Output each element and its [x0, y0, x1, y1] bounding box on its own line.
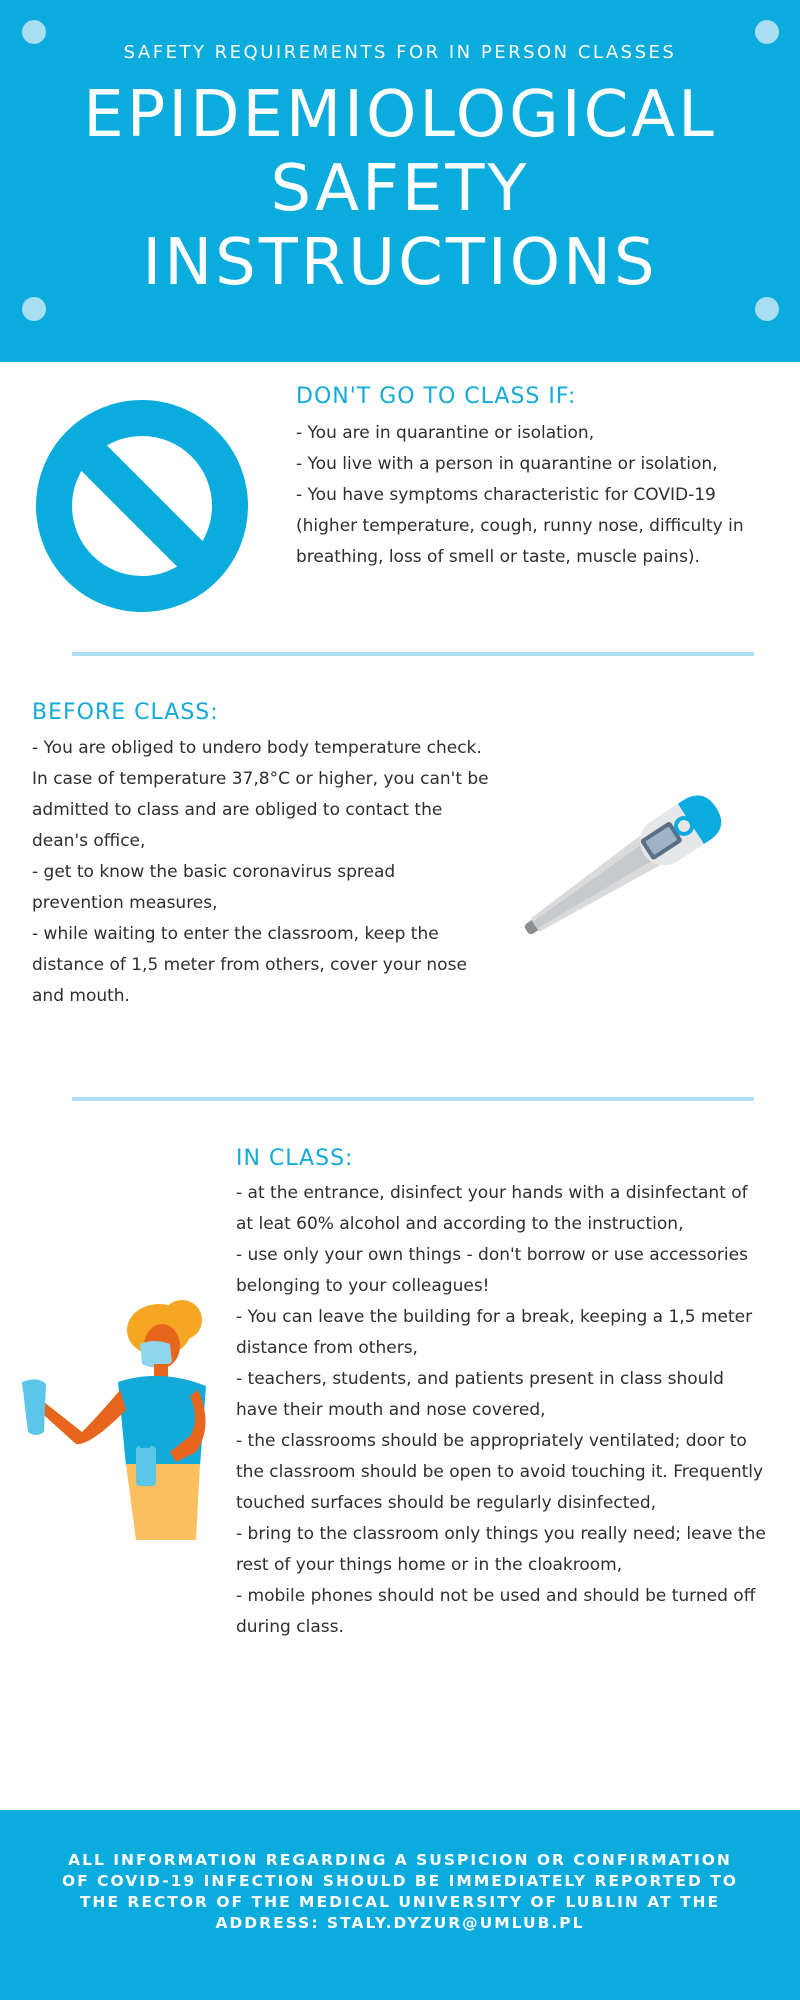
page-title: [0, 78, 800, 300]
list-item: - You have symptoms characteristic for COVID-19 (higher temperature, cough, runny nose, difficulty in breathing, loss of smell or taste, muscle pains).: [296, 485, 744, 567]
list-item: - teachers, students, and patients present in class should have their mouth and nose covered,: [236, 1369, 724, 1420]
decorative-dot-icon: [22, 297, 46, 321]
header-banner: [0, 0, 800, 362]
decorative-dot-icon: [755, 297, 779, 321]
person-disinfecting-icon: [14, 1286, 214, 1540]
section-divider: [72, 652, 754, 656]
title-line: SAFETY: [270, 152, 530, 226]
list-item: - You are obliged to undero body temperature check. In case of temperature 37,8°C or higher, you can't be admitted to class and are obliged to contact the dean's office,: [32, 738, 489, 851]
list-item: - at the entrance, disinfect your hands with a disinfectant of at leat 60% alcohol and according to the instruction,: [236, 1183, 748, 1234]
section-heading-in-class: IN CLASS:: [236, 1146, 354, 1171]
dont-go-list: [296, 418, 766, 573]
footer-banner: [0, 1810, 800, 2000]
list-item: - while waiting to enter the classroom, keep the distance of 1,5 meter from others, cover your nose and mouth.: [32, 924, 467, 1006]
list-item: - use only your own things - don't borrow or use accessories belonging to your colleagues!: [236, 1245, 748, 1296]
decorative-dot-icon: [22, 20, 46, 44]
section-divider: [72, 1097, 754, 1101]
list-item: - You live with a person in quarantine or isolation,: [296, 454, 718, 474]
decorative-dot-icon: [755, 20, 779, 44]
list-item: - get to know the basic coronavirus spread prevention measures,: [32, 862, 396, 913]
prohibited-icon: [34, 398, 250, 614]
section-heading-dont-go: DON'T GO TO CLASS IF:: [296, 384, 577, 409]
in-class-list: [236, 1178, 770, 1643]
list-item: - You are in quarantine or isolation,: [296, 423, 595, 443]
list-item: - the classrooms should be appropriately ventilated; door to the classroom should be open to avoid touching it. Frequently touched surfaces should be regularly disinfected,: [236, 1431, 764, 1513]
section-heading-before-class: BEFORE CLASS:: [32, 700, 219, 725]
title-line: EPIDEMIOLOGICAL: [83, 78, 717, 152]
footer-notice: ALL INFORMATION REGARDING A SUSPICION OR CONFIRMATION OF COVID-19 INFECTION SHOULD BE IMMEDIATELY REPORTED TO THE RECTOR OF THE MEDICAL UNIVERSITY OF LUBLIN AT THE ADDRESS: STALY.DYZUR@UMLUB.PL: [62, 1851, 738, 1932]
list-item: - mobile phones should not be used and should be turned off during class.: [236, 1586, 756, 1637]
before-class-list: [32, 733, 492, 1012]
list-item: - You can leave the building for a break, keeping a 1,5 meter distance from others,: [236, 1307, 753, 1358]
list-item: - bring to the classroom only things you really need; leave the rest of your things home or in the cloakroom,: [236, 1524, 766, 1575]
page-subtitle: SAFETY REQUIREMENTS FOR IN PERSON CLASSES: [123, 42, 677, 63]
thermometer-icon: [498, 788, 748, 948]
title-line: INSTRUCTIONS: [142, 226, 658, 300]
